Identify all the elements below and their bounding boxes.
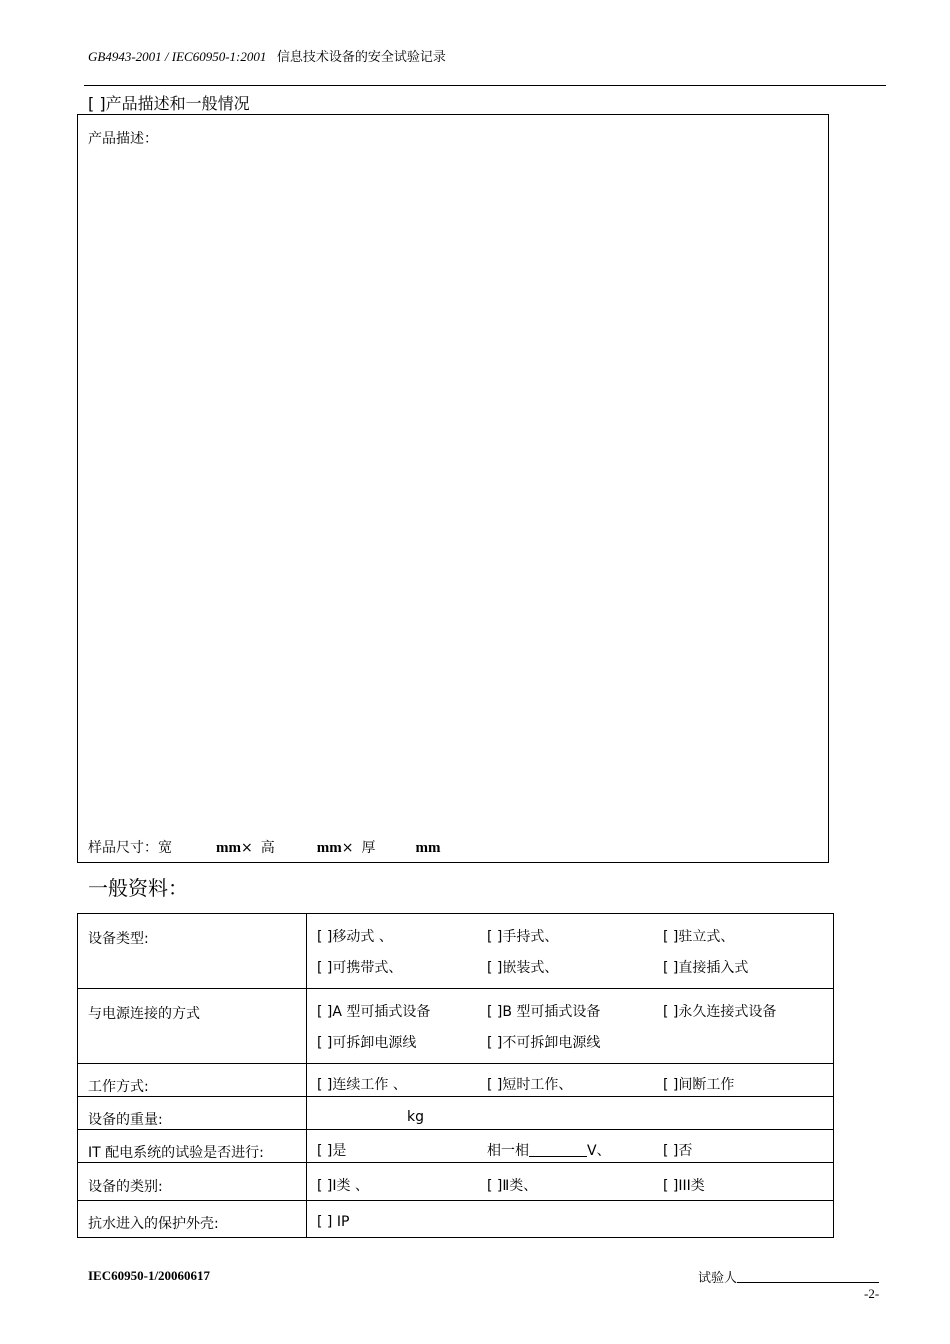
option-intermittent[interactable]: [ ]间断工作: [663, 1077, 735, 1093]
height-unit: mm: [316, 840, 342, 856]
table-row: [78, 914, 834, 989]
weight-unit: kg: [407, 1109, 424, 1125]
row-label: 设备的重量:: [78, 1097, 307, 1130]
section-title: [ ]产品描述和一般情况: [88, 94, 250, 113]
phase-label: 相一相: [487, 1143, 529, 1159]
footer-doc-id: IEC60950-1/20060617: [88, 1268, 211, 1283]
option-it-yes[interactable]: [ ]是: [317, 1143, 347, 1159]
product-description-label: 产品描述：: [88, 131, 158, 147]
option-pluggable-b[interactable]: [ ]B 型可插式设备: [487, 1004, 601, 1020]
option-pluggable-a[interactable]: [ ]A 型可插式设备: [317, 1004, 431, 1020]
table-row: [78, 1163, 834, 1201]
voltage-blank[interactable]: [529, 1143, 587, 1157]
option-class-2[interactable]: [ ]Ⅱ类、: [487, 1178, 538, 1194]
dims-height-label: 高: [260, 840, 275, 856]
option-class-3[interactable]: [ ]III类: [663, 1178, 705, 1194]
row-label: 设备类型:: [78, 914, 307, 989]
option-permanent[interactable]: [ ]永久连接式设备: [663, 1004, 777, 1020]
signature-line[interactable]: [737, 1271, 879, 1283]
option-handheld[interactable]: [ ]手持式、: [487, 929, 559, 945]
option-class-1[interactable]: [ ]Ⅰ类 、: [317, 1178, 369, 1194]
times-sign-1: ×: [241, 840, 253, 856]
tester-label: 试验人: [698, 1271, 738, 1286]
dims-thickness-label: 厚: [361, 840, 376, 856]
width-unit: mm: [216, 840, 241, 856]
row-label: IT 配电系统的试验是否进行:: [78, 1130, 307, 1163]
table-row: [78, 1130, 834, 1163]
option-short-time[interactable]: [ ]短时工作、: [487, 1077, 573, 1093]
table-row: [78, 1064, 834, 1097]
option-detachable-cord[interactable]: [ ]可拆卸电源线: [317, 1035, 417, 1051]
header-rule: [84, 85, 886, 86]
option-portable[interactable]: [ ]可携带式、: [317, 960, 403, 976]
page-header: [88, 46, 446, 65]
option-mobile[interactable]: [ ]移动式 、: [317, 929, 393, 945]
standard-code: GB4943-2001 / IEC60950-1:2001: [88, 49, 267, 64]
option-ip[interactable]: [ ] IP: [317, 1214, 350, 1230]
option-built-in[interactable]: [ ]嵌装式、: [487, 960, 559, 976]
option-direct-plug-in[interactable]: [ ]直接插入式: [663, 960, 749, 976]
page-number: -2-: [864, 1286, 880, 1301]
tester-signature: [698, 1267, 879, 1286]
option-it-no[interactable]: [ ]否: [663, 1143, 693, 1159]
header-title: 信息技术设备的安全试验记录: [276, 50, 446, 65]
table-row: [78, 1201, 834, 1238]
row-label: 与电源连接的方式: [78, 989, 307, 1064]
option-non-detachable-cord[interactable]: [ ]不可拆卸电源线: [487, 1035, 601, 1051]
option-stationary[interactable]: [ ]驻立式、: [663, 929, 735, 945]
general-info-title: 一般资料：: [88, 876, 188, 900]
thickness-unit: mm: [415, 840, 441, 856]
table-row: [78, 989, 834, 1064]
general-info-table: [77, 913, 834, 1238]
option-continuous[interactable]: [ ]连续工作 、: [317, 1077, 407, 1093]
sample-dimensions: [88, 837, 440, 857]
row-label: 设备的类别:: [78, 1163, 307, 1201]
product-description-box: [77, 114, 829, 863]
volt-unit: V、: [587, 1143, 611, 1159]
row-label: 工作方式:: [78, 1064, 307, 1097]
table-row: [78, 1097, 834, 1130]
dims-width-label: 样品尺寸：宽: [88, 840, 172, 856]
row-label: 抗水进入的保护外壳:: [78, 1201, 307, 1238]
times-sign-2: ×: [341, 840, 354, 856]
